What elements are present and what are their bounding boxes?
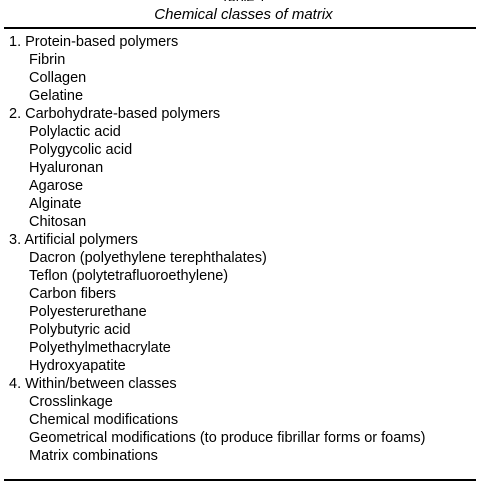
- list-item: Teflon (polytetrafluoroethylene): [29, 268, 229, 284]
- table-label: [0, 0, 487, 1]
- list-item: Hydroxyapatite: [29, 358, 126, 374]
- list-item: Polyethylmethacrylate: [29, 340, 171, 356]
- list-item: Hyaluronan: [29, 160, 104, 176]
- list-item: Collagen: [29, 70, 87, 86]
- list-item: Polybutyric acid: [29, 322, 131, 338]
- category-heading: 3. Artificial polymers: [9, 232, 138, 248]
- list-item: Matrix combinations: [29, 448, 158, 464]
- list-item: Chitosan: [29, 214, 87, 230]
- list-item: Alginate: [29, 196, 82, 212]
- table-rows: [9, 33, 425, 465]
- category-heading: 2. Carbohydrate-based polymers: [9, 106, 221, 122]
- list-item: Crosslinkage: [29, 394, 113, 410]
- list-item: Fibrin: [29, 52, 66, 68]
- table-title: Chemical classes of matrix: [154, 6, 333, 23]
- list-item: Polygycolic acid: [29, 142, 133, 158]
- list-item: Chemical modifications: [29, 412, 179, 428]
- list-item: Geometrical modifications (to produce fibrillar forms or foams): [29, 430, 426, 446]
- top-rule: [4, 27, 476, 29]
- list-item: Polyesterurethane: [29, 304, 147, 320]
- list-item: Gelatine: [29, 88, 84, 104]
- category-heading: 1. Protein-based polymers: [9, 34, 179, 50]
- list-item: Polylactic acid: [29, 124, 121, 140]
- category-heading: 4. Within/between classes: [9, 376, 177, 392]
- list-item: Carbon fibers: [29, 286, 117, 302]
- list-item: Dacron (polyethylene terephthalates): [29, 250, 267, 266]
- bottom-rule: [4, 479, 476, 481]
- list-item: Agarose: [29, 178, 84, 194]
